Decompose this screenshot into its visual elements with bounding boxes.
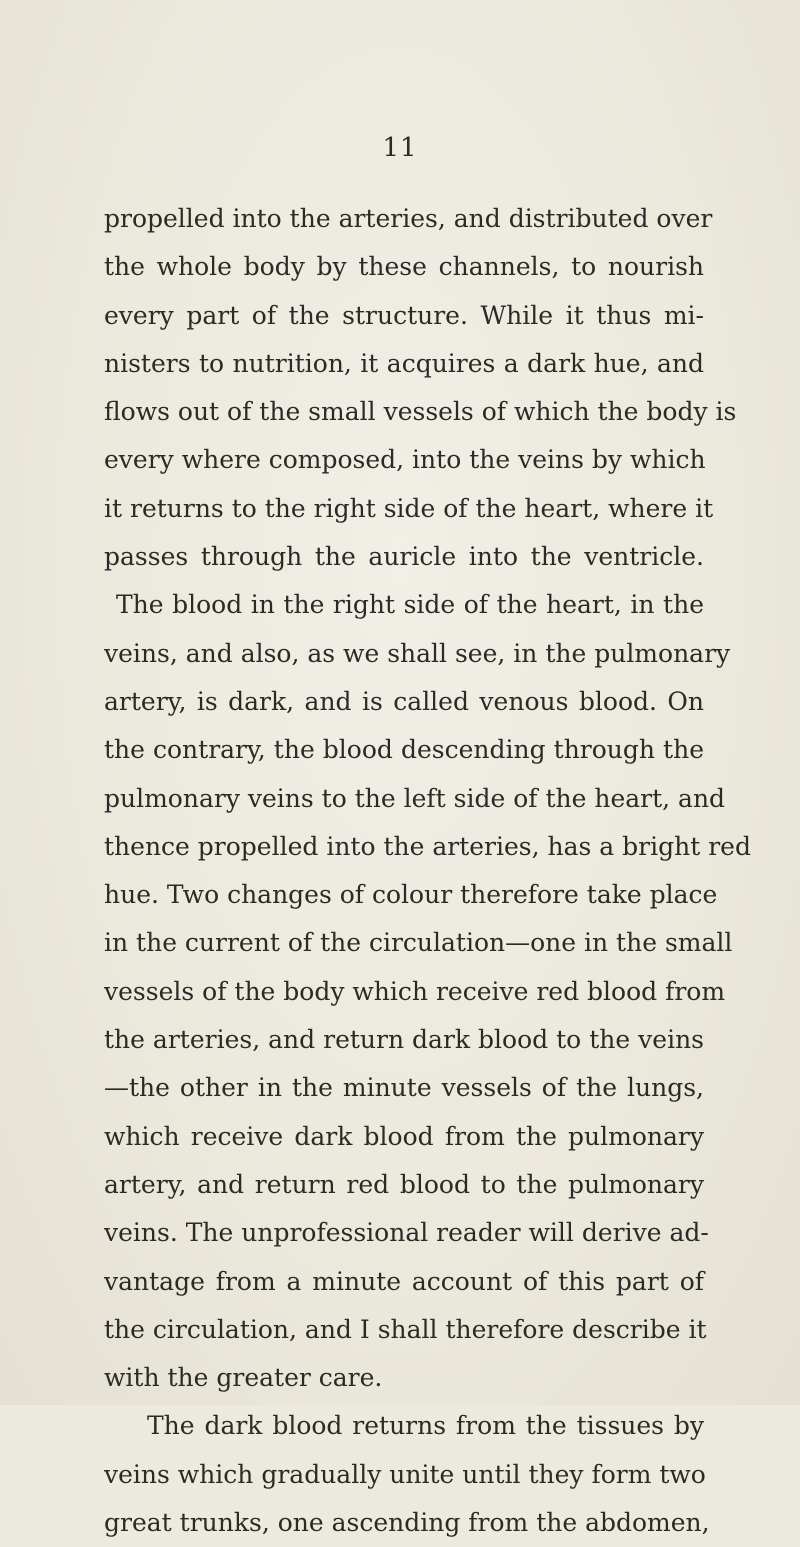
text-line: vessels of the body which receive red blood from [104, 976, 726, 1006]
text-line: pulmonary veins to the left side of the heart, and [104, 783, 726, 813]
text-line: every where composed, into the veins by which [104, 445, 706, 475]
text-line: artery, and return red blood to the pulmonary [104, 1169, 704, 1199]
text-line: every part of the structure. While it thus mi- [104, 300, 704, 330]
text-line: nisters to nutrition, it acquires a dark hue, and [104, 348, 704, 378]
text-line: the arteries, and return dark blood to the veins [104, 1025, 704, 1055]
text-line: flows out of the small vessels of which the body is [104, 397, 737, 427]
text-line: artery, is dark, and is called venous blood. On [104, 686, 704, 716]
text-line: veins. The unprofessional reader will derive ad- [104, 1218, 709, 1248]
text-line: hue. Two changes of colour therefore take place [104, 880, 718, 910]
text-line: which receive dark blood from the pulmonary [104, 1121, 704, 1151]
text-line: The blood in the right side of the heart, in the [116, 590, 704, 620]
text-line: veins, and also, as we shall see, in the pulmonary [104, 638, 731, 668]
text-line: propelled into the arteries, and distributed over [104, 204, 713, 233]
text-line: thence propelled into the arteries, has a bright red [104, 831, 751, 861]
text-line: vantage from a minute account of this part of [104, 1266, 704, 1296]
text-line: with the greater care. [104, 1363, 383, 1393]
text-line: passes through the auricle into the ventricle. [104, 542, 704, 572]
text-line: The dark blood returns from the tissues by [147, 1411, 704, 1441]
text-line: it returns to the right side of the heart, where it [104, 493, 714, 523]
body-text [104, 195, 751, 1547]
text-line: the whole body by these channels, to nourish [104, 252, 704, 282]
text-line: the contrary, the blood descending through the [104, 735, 704, 765]
text-line: great trunks, one ascending from the abdomen, [104, 1508, 710, 1538]
text-line: the circulation, and I shall therefore describe it [104, 1314, 707, 1344]
text-line: veins which gradually unite until they form two [104, 1459, 706, 1489]
text-line: —the other in the minute vessels of the lungs, [104, 1073, 704, 1103]
page-number: 11 [382, 133, 418, 163]
text-line: in the current of the circulation—one in the small [104, 928, 733, 958]
